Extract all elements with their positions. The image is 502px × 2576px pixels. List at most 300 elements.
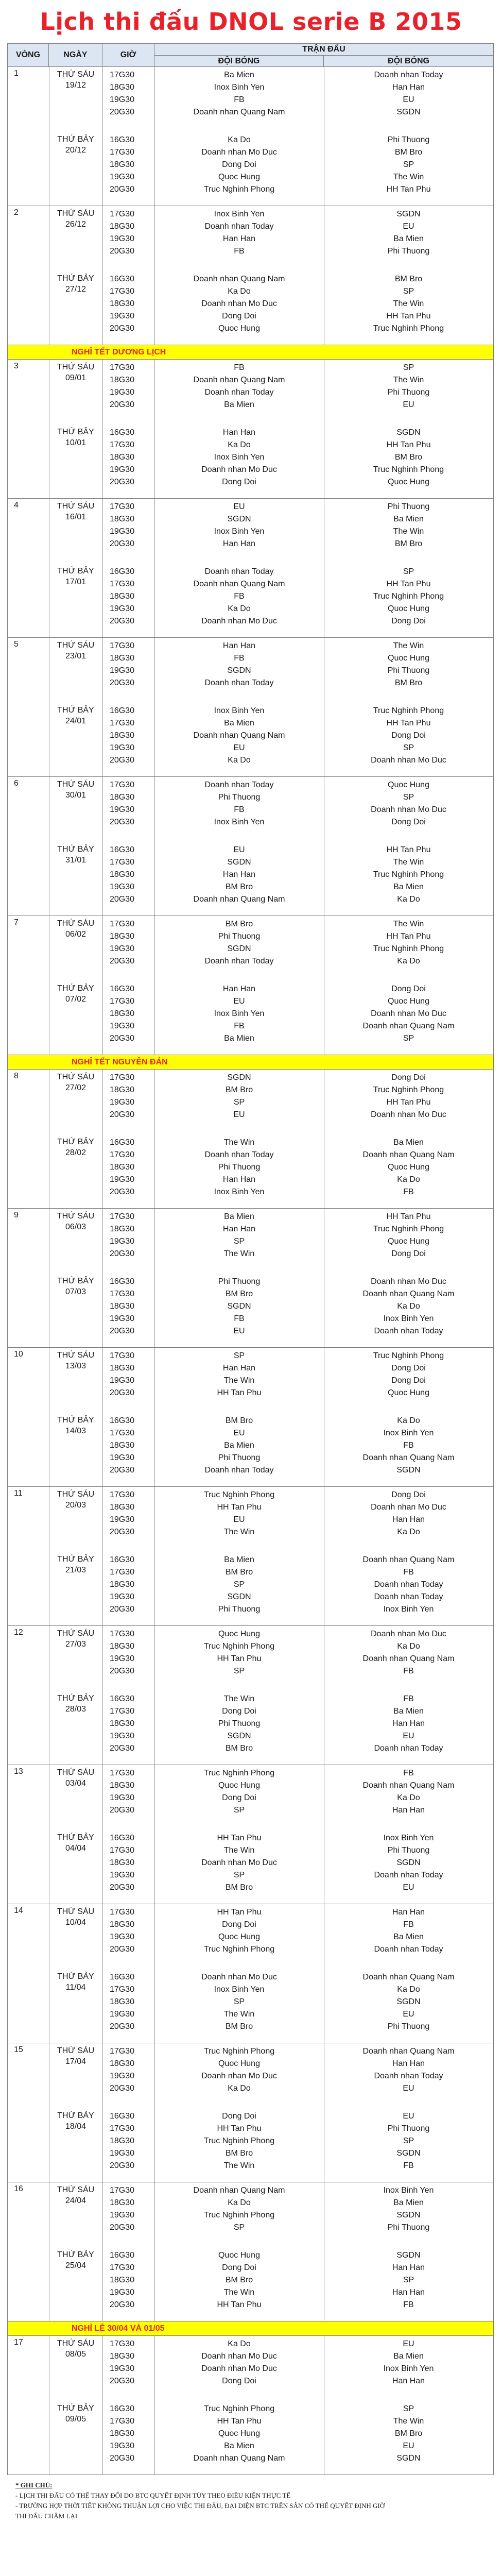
home-team: Ba Mien [224,400,254,409]
match-time: 19G30 [110,1022,135,1030]
away-team: Ka Do [397,1302,420,1311]
home-team: Ba Mien [224,71,254,79]
away-team: Quoc Hung [388,1237,429,1246]
home-team: SP [233,2223,245,2232]
away-team: Phi Thuong [387,135,430,144]
away-team: Han Han [392,2059,425,2068]
match-time: 20G30 [110,1034,135,1043]
home-team: EU [233,1429,245,1437]
week-block [7,1487,494,1626]
home-team: Doanh nhan Mo Duc [201,148,277,157]
home-team: Han Han [222,539,256,548]
away-team: Doanh nhan Today [374,1744,443,1753]
match-time: 20G30 [110,756,135,765]
week-block [7,1209,494,1348]
away-team: The Win [393,858,424,867]
home-team: Inox Binh Yen [214,1188,265,1196]
away-team: SP [403,2276,414,2284]
match-time: 18G30 [110,2352,135,2361]
away-team: SP [403,160,414,169]
match-time: 18G30 [110,654,135,663]
column-divider [102,206,103,345]
column-divider [102,360,103,498]
away-team: SP [403,363,414,372]
day-label: THỨ SÁU 26/12 [57,209,95,229]
match-time: 18G30 [110,376,135,384]
home-team: BM Bro [225,1086,253,1094]
match-time: 18G30 [110,299,135,308]
day-label: THỨ SÁU 06/03 [57,1212,95,1231]
away-team: Truc Nghinh Phong [373,706,444,715]
home-team: Doanh nhan Mo Duc [201,2072,277,2080]
home-team: Han Han [222,1175,256,1184]
notes [15,2480,502,2521]
home-team: BM Bro [225,920,253,928]
away-team: Doanh nhan Quang Nam [362,1973,455,1981]
column-divider [102,1348,103,1486]
header-day: NGÀY [49,44,102,66]
week-number: 2 [14,208,19,217]
away-team: Ba Mien [393,2352,424,2361]
header-match [154,44,493,66]
home-team: SGDN [227,1302,251,1311]
match-time: 17G30 [110,1150,135,1159]
away-team: HH Tan Phu [386,719,431,727]
match-time: 17G30 [110,920,135,928]
away-team: SGDN [396,428,421,437]
match-time: 17G30 [110,1490,135,1499]
away-team: Han Han [392,1515,425,1524]
home-team: BM Bro [225,883,253,891]
home-team: FB [234,247,245,256]
home-team: Han Han [222,234,256,243]
day-label: THỨ BẢY 20/12 [57,135,94,155]
away-team: SP [403,567,414,576]
match-time: 19G30 [110,1175,135,1184]
away-team: Inox Binh Yen [383,1429,434,1437]
match-time: 16G30 [110,1277,135,1286]
match-time: 20G30 [110,818,135,826]
match-time: 18G30 [110,2137,135,2145]
home-team: Phi Thuong [218,1453,261,1462]
away-team: Han Han [392,2377,425,2385]
home-team: FB [234,592,245,601]
match-time: 18G30 [110,1503,135,1512]
home-team: Doanh nhan Quang Nam [193,580,285,588]
away-team: Doanh nhan Mo Duc [371,1009,446,1018]
column-divider [102,2043,103,2182]
away-team: Ba Mien [393,1138,424,1147]
match-time: 20G30 [110,2084,135,2093]
week-number: 9 [14,1211,19,1219]
match-time: 18G30 [110,870,135,879]
match-time: 16G30 [110,275,135,283]
away-team: FB [403,1667,414,1675]
day-label: THỨ BẢY 10/01 [57,428,94,447]
away-team: Quoc Hung [388,654,429,663]
home-team: Inox Binh Yen [214,527,265,536]
home-team: HH Tan Phu [217,1834,262,1842]
away-team: Doanh nhan Quang Nam [362,1555,455,1564]
match-time: 18G30 [110,83,135,92]
away-team: Doanh nhan Today [374,2072,443,2080]
home-team: SGDN [227,1732,251,1740]
week-block [7,360,494,499]
match-time: 18G30 [110,1302,135,1311]
home-team: The Win [223,1846,255,1855]
away-team: Truc Nghinh Phong [373,1351,444,1360]
match-time: 20G30 [110,324,135,333]
match-time: 16G30 [110,985,135,993]
home-team: BM Bro [225,2022,253,2031]
home-team: The Win [223,1249,255,1258]
away-team: SP [403,2137,414,2145]
home-team: SGDN [227,944,251,953]
away-team: SGDN [396,1858,421,1867]
notes-line: - TRƯỜNG HỢP THỜI TIẾT KHÔNG THUẬN LỢI CHO VIỆC THI ĐẤU, ĐẠI DIỆN BTC TRÊN SÂN CÓ THỂ QUYẾT ĐỊNH GIỜ [15,2502,385,2510]
home-team: Han Han [222,641,256,650]
home-team: Phi Thuong [218,932,261,941]
match-time: 18G30 [110,1858,135,1867]
away-team: EU [403,2442,414,2450]
home-team: SGDN [227,858,251,867]
week-number: 13 [14,1767,23,1776]
away-team: Doanh nhan Quang Nam [362,1654,455,1663]
away-team: Ba Mien [393,234,424,243]
match-time: 19G30 [110,1592,135,1601]
home-team: BM Bro [225,1883,253,1892]
away-team: EU [403,1732,414,1740]
day-label: THỨ BẢY 28/02 [57,1138,94,1157]
home-team: FB [234,805,245,814]
home-team: FB [234,95,245,104]
match-time: 20G30 [110,1945,135,1954]
home-team: Doanh nhan Quang Nam [193,2454,285,2463]
match-time: 20G30 [110,1667,135,1675]
away-team: The Win [393,376,424,384]
away-team: Doanh nhan Mo Duc [371,1110,446,1119]
home-team: Doanh nhan Quang Nam [193,2186,285,2195]
home-team: BM Bro [225,1744,253,1753]
match-time: 20G30 [110,2161,135,2170]
away-team: Ba Mien [393,2198,424,2207]
week-number: 5 [14,640,19,649]
match-time: 19G30 [110,1098,135,1107]
match-time: 20G30 [110,108,135,116]
away-team: Dong Doi [391,1073,426,1082]
match-time: 17G30 [110,440,135,449]
away-team: SGDN [396,2251,421,2260]
away-team: SGDN [396,1997,421,2006]
away-team: Ka Do [397,1642,420,1651]
match-time: 19G30 [110,805,135,814]
week-block [7,1348,494,1487]
match-time: 16G30 [110,567,135,576]
match-time: 17G30 [110,1568,135,1577]
week-block [7,1070,494,1209]
away-team: BM Bro [394,148,423,157]
away-team: Ba Mien [393,1933,424,1941]
away-team: EU [403,1883,414,1892]
column-divider [102,1765,103,1904]
week-block [7,2182,494,2321]
away-team: Ka Do [397,1528,420,1536]
match-time: 19G30 [110,173,135,181]
match-time: 17G30 [110,1769,135,1777]
match-time: 19G30 [110,604,135,613]
home-team: Phi Thuong [218,1605,261,1614]
match-time: 18G30 [110,1781,135,1790]
match-time: 19G30 [110,1515,135,1524]
match-time: 17G30 [110,858,135,867]
match-time: 20G30 [110,1806,135,1815]
away-team: Doanh nhan Quang Nam [362,1022,455,1030]
week-number: 17 [14,2338,23,2347]
away-team: Dong Doi [391,818,426,826]
away-team: EU [403,2084,414,2093]
match-time: 17G30 [110,1429,135,1437]
away-team: SP [403,1034,414,1043]
day-label: THỨ BẢY 07/03 [57,1277,94,1296]
week-number: 15 [14,2045,23,2054]
match-time: 18G30 [110,1642,135,1651]
home-team: Inox Binh Yen [214,706,265,715]
away-team: FB [403,1694,414,1703]
home-team: Ba Mien [224,1441,254,1450]
day-label: THỨ SÁU 08/05 [57,2339,95,2359]
home-team: Doanh nhan Quang Nam [193,731,285,740]
home-team: SGDN [227,515,251,523]
match-time: 17G30 [110,2340,135,2348]
home-team: FB [234,1022,245,1030]
match-time: 19G30 [110,883,135,891]
match-time: 18G30 [110,731,135,740]
day-label: THỨ SÁU 30/01 [57,780,95,800]
away-team: Doanh nhan Quang Nam [362,1453,455,1462]
away-team: SP [403,793,414,802]
match-time: 17G30 [110,2263,135,2272]
home-team: Dong Doi [222,478,256,486]
home-team: Truc Nghinh Phong [203,1945,275,1954]
match-time: 19G30 [110,95,135,104]
day-label: THỨ BẢY 28/03 [57,1694,94,1714]
away-team: Doanh nhan Today [374,1592,443,1601]
home-team: Inox Binh Yen [214,1985,265,1994]
match-time: 16G30 [110,1555,135,1564]
away-team: Doanh nhan Mo Duc [371,1630,446,1638]
holiday-row: NGHỈ TẾT NGUYÊN ĐÁN [7,1055,494,1070]
home-team: Doanh nhan Today [204,781,274,789]
match-time: 19G30 [110,2211,135,2219]
match-time: 17G30 [110,1707,135,1716]
away-team: Doanh nhan Quang Nam [362,1781,455,1790]
match-time: 16G30 [110,2251,135,2260]
home-team: Phi Thuong [218,1277,261,1286]
home-team: The Win [223,2288,255,2297]
day-label: THỨ SÁU 17/04 [57,2046,95,2066]
away-team: BM Bro [394,275,423,283]
home-team: Doanh nhan Mo Duc [201,2364,277,2373]
home-team: Dong Doi [222,2112,256,2121]
match-time: 17G30 [110,1073,135,1082]
home-team: Ka Do [228,135,251,144]
home-team: Doanh nhan Today [204,679,274,687]
day-label: THỨ BẢY 24/01 [57,706,94,725]
home-team: Doanh nhan Today [204,222,274,231]
week-block [7,2336,494,2475]
away-team: BM Bro [394,2429,423,2438]
match-time: 20G30 [110,679,135,687]
holiday-row: NGHỈ TẾT DƯƠNG LỊCH [7,345,494,360]
away-team: Dong Doi [391,731,426,740]
day-label: THỨ SÁU 10/04 [57,1907,95,1927]
match-time: 16G30 [110,706,135,715]
away-team: Phi Thuong [387,502,430,511]
home-team: SGDN [227,666,251,675]
match-time: 20G30 [110,1528,135,1536]
day-label: THỨ BẢY 31/01 [57,845,94,865]
home-team: Truc Nghinh Phong [203,185,275,194]
home-team: Doanh nhan Today [204,567,274,576]
match-time: 20G30 [110,539,135,548]
match-time: 18G30 [110,1225,135,1233]
home-team: BM Bro [225,1568,253,1577]
day-label: THỨ SÁU 13/03 [57,1351,95,1370]
week-block [7,67,494,206]
week-number: 10 [14,1350,23,1359]
home-team: EU [233,997,245,1006]
home-team: SP [233,1351,245,1360]
home-team: Phi Thuong [218,1719,261,1728]
column-divider [102,1626,103,1765]
day-label: THỨ SÁU 23/01 [57,641,95,660]
away-team: Phi Thuong [387,388,430,397]
away-team: Doanh nhan Mo Duc [371,1503,446,1512]
home-team: EU [233,1110,245,1119]
away-team: Dong Doi [391,617,426,625]
match-time: 20G30 [110,2022,135,2031]
match-time: 19G30 [110,388,135,397]
away-team: HH Tan Phu [386,1212,431,1221]
week-block [7,206,494,345]
home-team: Doanh nhan Quang Nam [193,376,285,384]
away-team: EU [403,2010,414,2019]
home-team: BM Bro [225,2276,253,2284]
match-time: 18G30 [110,222,135,231]
away-team: FB [403,1441,414,1450]
week-block [7,916,494,1055]
away-team: FB [403,2161,414,2170]
home-team: Doanh nhan Quang Nam [193,108,285,116]
match-time: 20G30 [110,2454,135,2463]
match-time: 19G30 [110,2149,135,2158]
match-time: 19G30 [110,527,135,536]
home-team: EU [233,845,245,854]
home-team: The Win [223,1376,255,1385]
match-time: 17G30 [110,997,135,1006]
home-team: Ba Mien [224,1212,254,1221]
away-team: HH Tan Phu [386,580,431,588]
match-time: 16G30 [110,1694,135,1703]
away-team: Ka Do [397,1416,420,1425]
home-team: HH Tan Phu [217,2300,262,2309]
home-team: HH Tan Phu [217,1654,262,1663]
home-team: SGDN [227,1073,251,1082]
week-number: 7 [14,918,19,927]
away-team: SGDN [396,2454,421,2463]
away-team: EU [403,400,414,409]
match-time: 20G30 [110,247,135,256]
home-team: SP [233,1806,245,1815]
away-team: Doanh nhan Today [374,1871,443,1879]
away-team: Truc Nghinh Phong [373,324,444,333]
week-number: 1 [14,69,19,78]
match-time: 20G30 [110,1110,135,1119]
match-time: 18G30 [110,1719,135,1728]
match-time: 19G30 [110,1793,135,1802]
away-team: FB [403,1920,414,1929]
match-time: 17G30 [110,2417,135,2426]
day-label: THỨ SÁU 20/03 [57,1490,95,1510]
match-time: 20G30 [110,617,135,625]
home-team: Doanh nhan Mo Duc [201,2352,277,2361]
match-time: 18G30 [110,932,135,941]
away-team: Dong Doi [391,1376,426,1385]
day-label: THỨ SÁU 06/02 [57,919,95,939]
column-divider [102,2336,103,2475]
day-label: THỨ SÁU 27/02 [57,1073,95,1092]
match-time: 18G30 [110,2059,135,2068]
home-team: Ka Do [228,2340,251,2348]
match-time: 19G30 [110,2010,135,2019]
away-team: Quoc Hung [388,781,429,789]
day-label: THỨ BẢY 27/12 [57,274,94,294]
away-team: Phi Thuong [387,2022,430,2031]
match-time: 17G30 [110,719,135,727]
column-divider [102,777,103,916]
match-time: 18G30 [110,592,135,601]
away-team: SGDN [396,2149,421,2158]
column-divider [102,2182,103,2321]
away-team: Han Han [392,1806,425,1815]
match-time: 19G30 [110,2072,135,2080]
match-time: 17G30 [110,2047,135,2056]
header-week: VÒNG [8,44,49,66]
day-label: THỨ BẢY 25/04 [57,2250,94,2270]
match-time: 20G30 [110,1466,135,1475]
column-divider [102,1487,103,1625]
week-number: 16 [14,2184,23,2193]
match-time: 18G30 [110,1920,135,1929]
home-team: Truc Nghinh Phong [203,2404,275,2413]
match-time: 19G30 [110,743,135,752]
away-team: SP [403,2404,414,2413]
home-team: Truc Nghinh Phong [203,2137,275,2145]
home-team: SP [233,1098,245,1107]
away-team: HH Tan Phu [386,845,431,854]
away-team: The Win [393,920,424,928]
away-team: Ka Do [397,957,420,965]
home-team: HH Tan Phu [217,1388,262,1397]
week-block [7,1765,494,1904]
match-time: 19G30 [110,1314,135,1323]
match-time: 18G30 [110,1441,135,1450]
match-time: 20G30 [110,1744,135,1753]
match-time: 20G30 [110,957,135,965]
away-team: Ba Mien [393,515,424,523]
page-title: Lịch thi đấu DNOL serie B 2015 [40,8,462,36]
away-team: SP [403,743,414,752]
